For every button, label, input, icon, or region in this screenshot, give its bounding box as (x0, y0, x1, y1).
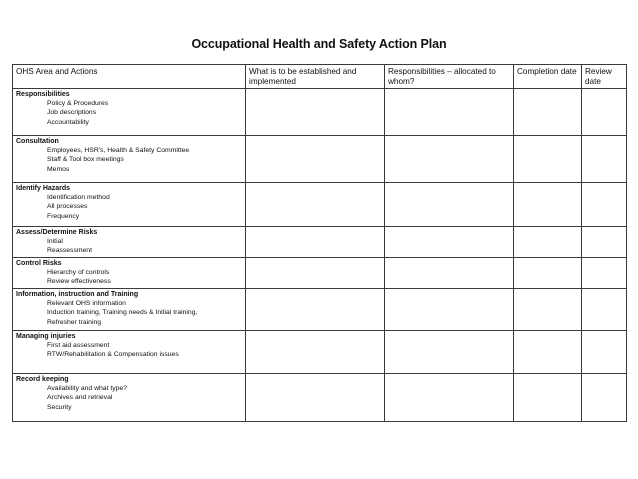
table-row (13, 258, 627, 289)
responsibility-cell (385, 258, 514, 289)
ohs-area-cell (13, 183, 246, 227)
established-cell (246, 258, 385, 289)
ohs-area-heading: Managing injuries (16, 333, 76, 340)
established-cell (246, 289, 385, 331)
ohs-action-item: Reassessment (47, 247, 92, 255)
established-cell (246, 183, 385, 227)
ohs-action-item: First aid assessment (47, 342, 110, 350)
responsibility-cell (385, 183, 514, 227)
header-row (13, 65, 627, 89)
review-date-cell (582, 331, 627, 374)
completion-date-cell (514, 331, 582, 374)
ohs-area-heading: Information, instruction and Training (16, 291, 139, 298)
header-review-date: Review date (582, 65, 627, 89)
ohs-area-heading: Assess/Determine Risks (16, 229, 98, 236)
completion-date-cell (514, 258, 582, 289)
ohs-action-item: Identification method (47, 194, 110, 202)
ohs-action-item: Policy & Procedures (47, 100, 109, 108)
completion-date-cell (514, 136, 582, 183)
ohs-action-item: Initial (47, 238, 63, 246)
responsibility-cell (385, 374, 514, 422)
completion-date-cell (514, 183, 582, 227)
ohs-action-item: Job descriptions (47, 109, 97, 117)
ohs-area-cell (13, 227, 246, 258)
ohs-action-item: Memos (47, 165, 70, 173)
ohs-area-heading: Identify Hazards (16, 185, 71, 192)
completion-date-cell (514, 374, 582, 422)
responsibility-cell (385, 227, 514, 258)
ohs-action-item: Employees, HSR's, Health & Safety Committee (47, 147, 190, 155)
ohs-action-item: Induction training, Training needs & Initial training, (47, 309, 198, 317)
header-what-established: What is to be established and implemented (246, 65, 385, 89)
review-date-cell (582, 89, 627, 136)
document-title: Occupational Health and Safety Action Plan (191, 37, 447, 51)
established-cell (246, 89, 385, 136)
review-date-cell (582, 258, 627, 289)
completion-date-cell (514, 89, 582, 136)
header-completion-date: Completion date (514, 65, 582, 89)
ohs-action-item: Security (47, 403, 72, 411)
responsibility-cell (385, 136, 514, 183)
completion-date-cell (514, 289, 582, 331)
established-cell (246, 374, 385, 422)
ohs-area-cell (13, 89, 246, 136)
established-cell (246, 136, 385, 183)
ohs-action-item: Review effectiveness (47, 278, 111, 286)
ohs-action-item: Staff & Tool box meetings (47, 156, 124, 164)
ohs-action-item: Frequency (47, 212, 80, 220)
ohs-action-item: Availability and what type? (47, 385, 127, 393)
ohs-area-cell (13, 136, 246, 183)
completion-date-cell (514, 227, 582, 258)
ohs-area-heading: Control Risks (16, 260, 62, 267)
established-cell (246, 227, 385, 258)
ohs-area-cell (13, 331, 246, 374)
responsibility-cell (385, 331, 514, 374)
ohs-action-item: Hierarchy of controls (47, 269, 110, 277)
ohs-area-cell (13, 258, 246, 289)
ohs-action-item: RTW/Rehabilitation & Compensation issues (47, 351, 179, 359)
ohs-action-item: All processes (47, 203, 88, 211)
review-date-cell (582, 374, 627, 422)
responsibility-cell (385, 89, 514, 136)
review-date-cell (582, 136, 627, 183)
table-row (13, 331, 627, 374)
table-row (13, 374, 627, 422)
ohs-area-heading: Consultation (16, 138, 59, 145)
table-row (13, 289, 627, 331)
ohs-action-item: Accountability (47, 118, 89, 126)
ohs-area-heading: Record keeping (16, 376, 69, 383)
action-plan-table (12, 64, 627, 422)
ohs-action-item: Refresher training (47, 318, 102, 326)
ohs-area-heading: Responsibilities (16, 91, 70, 98)
ohs-area-cell (13, 289, 246, 331)
ohs-area-cell (13, 374, 246, 422)
ohs-action-item: Archives and retrieval (47, 394, 113, 402)
review-date-cell (582, 227, 627, 258)
established-cell (246, 331, 385, 374)
header-ohs-area: OHS Area and Actions (13, 65, 246, 89)
responsibility-cell (385, 289, 514, 331)
table-row (13, 183, 627, 227)
review-date-cell (582, 289, 627, 331)
ohs-action-item: Relevant OHS information (47, 300, 126, 308)
table-row (13, 89, 627, 136)
table-row (13, 136, 627, 183)
table-row (13, 227, 627, 258)
header-responsibilities: Responsibilities – allocated to whom? (385, 65, 514, 89)
review-date-cell (582, 183, 627, 227)
